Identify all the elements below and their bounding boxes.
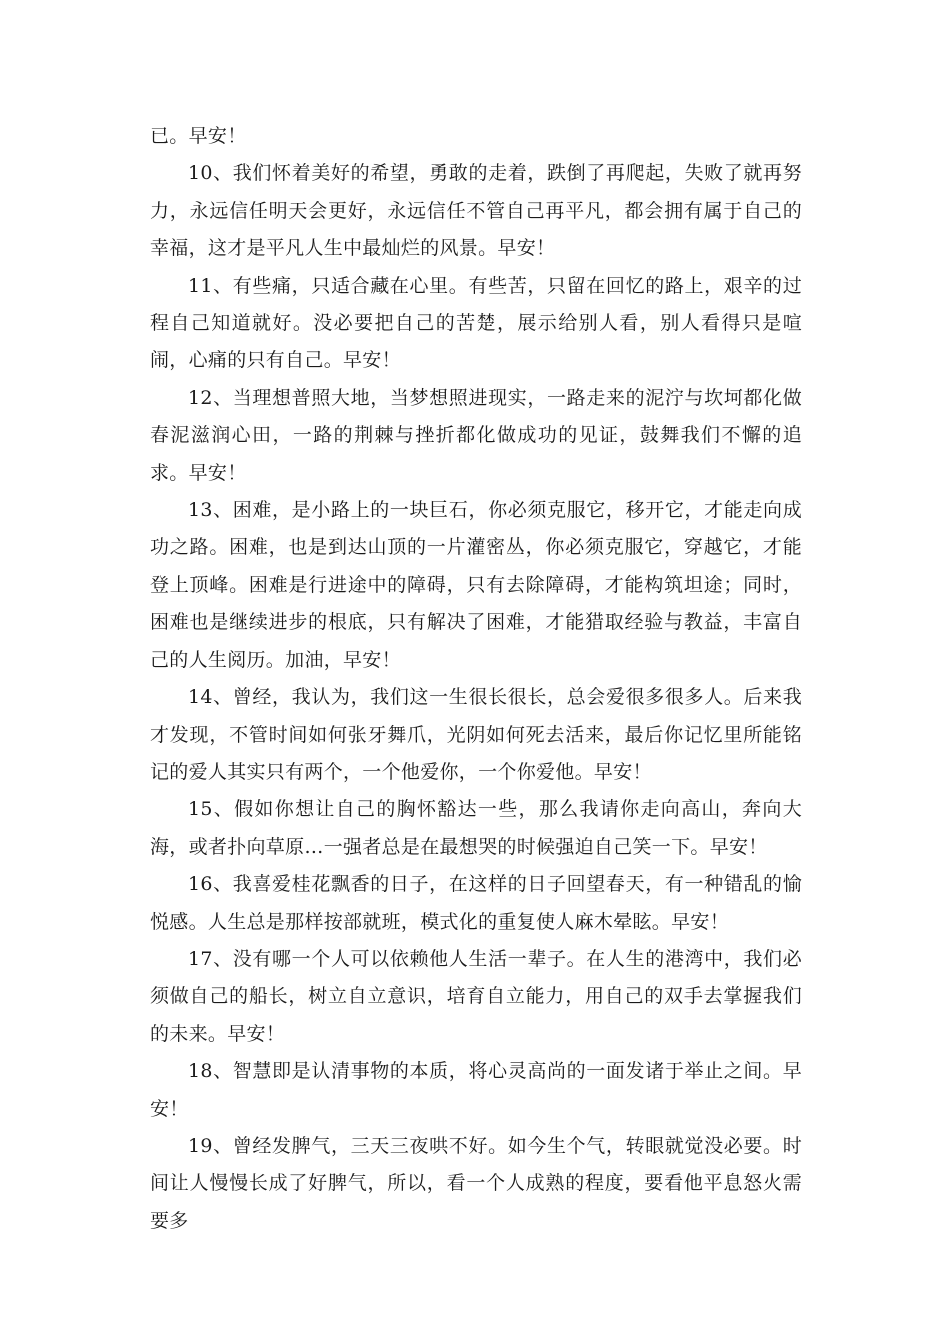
- paragraph-17: 17、没有哪一个人可以依赖他人生活一辈子。在人生的港湾中，我们必须做自己的船长，树立自立意识，培育自立能力，用自己的双手去掌握我们的未来。早安！: [150, 947, 802, 1045]
- document-body: [150, 118, 802, 1240]
- paragraph-10: 10、我们怀着美好的希望，勇敢的走着，跌倒了再爬起，失败了就再努力，永远信任明天会更好，永远信任不管自己再平凡，都会拥有属于自己的幸福，这才是平凡人生中最灿烂的风景。早安！: [150, 162, 802, 260]
- paragraph-11: 11、有些痛，只适合藏在心里。有些苦，只留在回忆的路上，艰辛的过程自己知道就好。没必要把自己的苦楚，展示给别人看，别人看得只是喧闹，心痛的只有自己。早安！: [150, 274, 802, 372]
- paragraph-15: 15、假如你想让自己的胸怀豁达一些，那么我请你走向高山，奔向大海，或者扑向草原…一强者总是在最想哭的时候强迫自己笑一下。早安！: [150, 798, 802, 858]
- paragraph-continuation: 已。早安！: [150, 125, 247, 147]
- paragraph-19: 19、曾经发脾气，三天三夜哄不好。如今生个气，转眼就觉没必要。时间让人慢慢长成了好脾气，所以，看一个人成熟的程度，要看他平息怒火需要多: [150, 1134, 802, 1232]
- paragraph-16: 16、我喜爱桂花飘香的日子，在这样的日子回望春天，有一种错乱的愉悦感。人生总是那样按部就班，模式化的重复使人麻木晕眩。早安！: [150, 873, 802, 933]
- paragraph-14: 14、曾经，我认为，我们这一生很长很长，总会爱很多很多人。后来我才发现，不管时间如何张牙舞爪，光阴如何死去活来，最后你记忆里所能铭记的爱人其实只有两个，一个他爱你，一个你爱他。早安！: [150, 686, 802, 783]
- paragraph-12: 12、当理想普照大地，当梦想照进现实，一路走来的泥泞与坎坷都化做春泥滋润心田，一路的荆棘与挫折都化做成功的见证，鼓舞我们不懈的追求。早安！: [150, 386, 802, 484]
- paragraph-18: 18、智慧即是认清事物的本质，将心灵高尚的一面发诸于举止之间。早安！: [150, 1060, 802, 1120]
- paragraph-13: 13、困难，是小路上的一块巨石，你必须克服它，移开它，才能走向成功之路。困难，也是到达山顶的一片灌密丛，你必须克服它，穿越它，才能登上顶峰。困难是行进途中的障碍，只有去除障碍，才能构筑坦途；同时，困难也是继续进步的根底，只有解决了困难，才能猎取经验与教益，丰富自己的人生阅历。加油，早安！: [150, 499, 802, 671]
